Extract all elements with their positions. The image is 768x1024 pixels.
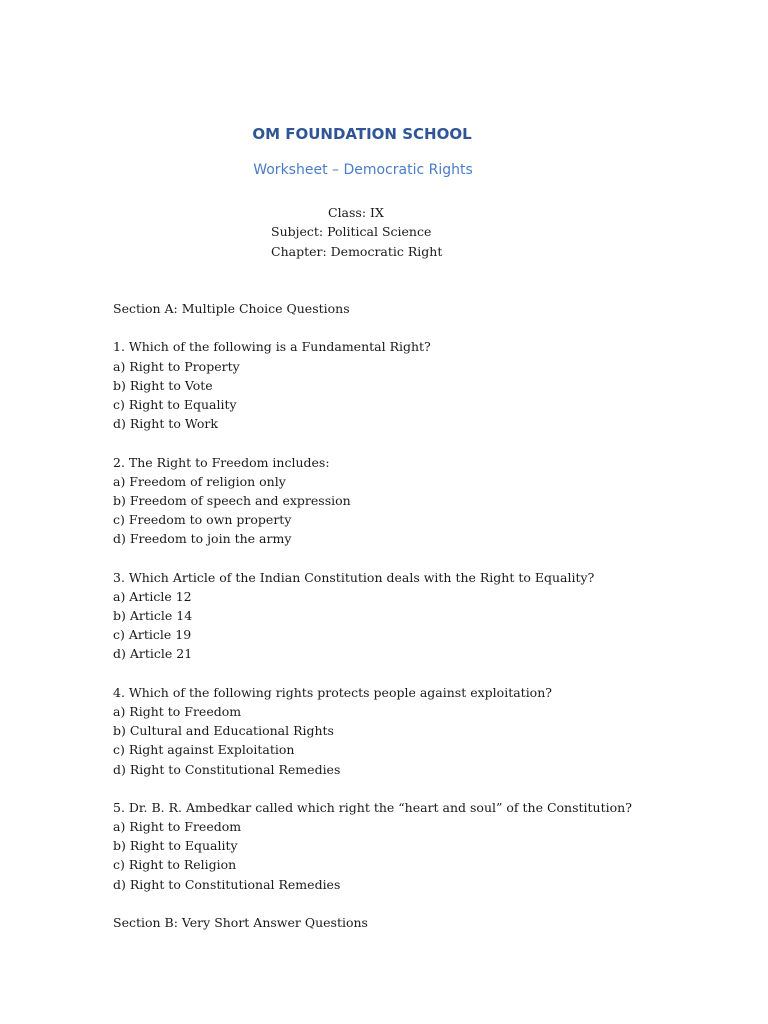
answer-option: d) Right to Constitutional Remedies: [113, 876, 341, 892]
answer-option: c) Article 19: [113, 627, 192, 643]
question-text: 5. Dr. B. R. Ambedkar called which right the “heart and soul” of the Constitution?: [113, 799, 632, 815]
answer-option: b) Article 14: [113, 608, 193, 623]
answer-option: b) Right to Vote: [113, 377, 213, 393]
answer-option: a) Article 12: [113, 588, 192, 604]
question-text: 1. Which of the following is a Fundamental Right?: [113, 339, 431, 355]
question-text: 3. Which Article of the Indian Constitution deals with the Right to Equality?: [113, 569, 595, 585]
question-block: [113, 683, 733, 779]
answer-option: d) Right to Work: [113, 416, 218, 432]
answer-option: b) Right to Equality: [113, 838, 238, 854]
answer-option: a) Right to Freedom: [113, 703, 242, 719]
section-b-heading: Section B: Very Short Answer Questions: [113, 915, 368, 930]
section-a-heading: Section A: Multiple Choice Questions: [113, 301, 350, 316]
answer-option: b) Freedom of speech and expression: [113, 492, 351, 508]
worksheet-body: [113, 299, 733, 932]
answer-option: c) Right against Exploitation: [113, 742, 295, 758]
answer-option: c) Freedom to own property: [113, 512, 292, 528]
chapter-info: Chapter: Democratic Right: [271, 244, 443, 259]
worksheet-title: Worksheet – Democratic Rights: [253, 162, 473, 178]
school-name: OM FOUNDATION SCHOOL: [252, 125, 472, 143]
question-text: 2. The Right to Freedom includes:: [113, 454, 330, 470]
answer-option: c) Right to Religion: [113, 857, 237, 873]
question-block: [113, 798, 733, 894]
subject-info: Subject: Political Science: [271, 224, 432, 239]
answer-option: d) Freedom to join the army: [113, 531, 292, 547]
question-block: [113, 337, 733, 433]
answer-option: a) Right to Property: [113, 358, 240, 374]
answer-option: a) Right to Freedom: [113, 819, 242, 835]
answer-option: a) Freedom of religion only: [113, 473, 286, 489]
question-block: [113, 568, 733, 664]
question-block: [113, 453, 733, 549]
answer-option: d) Right to Constitutional Remedies: [113, 761, 341, 777]
answer-option: c) Right to Equality: [113, 396, 237, 412]
answer-option: b) Cultural and Educational Rights: [113, 723, 334, 739]
question-text: 4. Which of the following rights protects people against exploitation?: [113, 684, 552, 700]
answer-option: d) Article 21: [113, 646, 193, 662]
class-info: Class: IX: [328, 205, 384, 220]
